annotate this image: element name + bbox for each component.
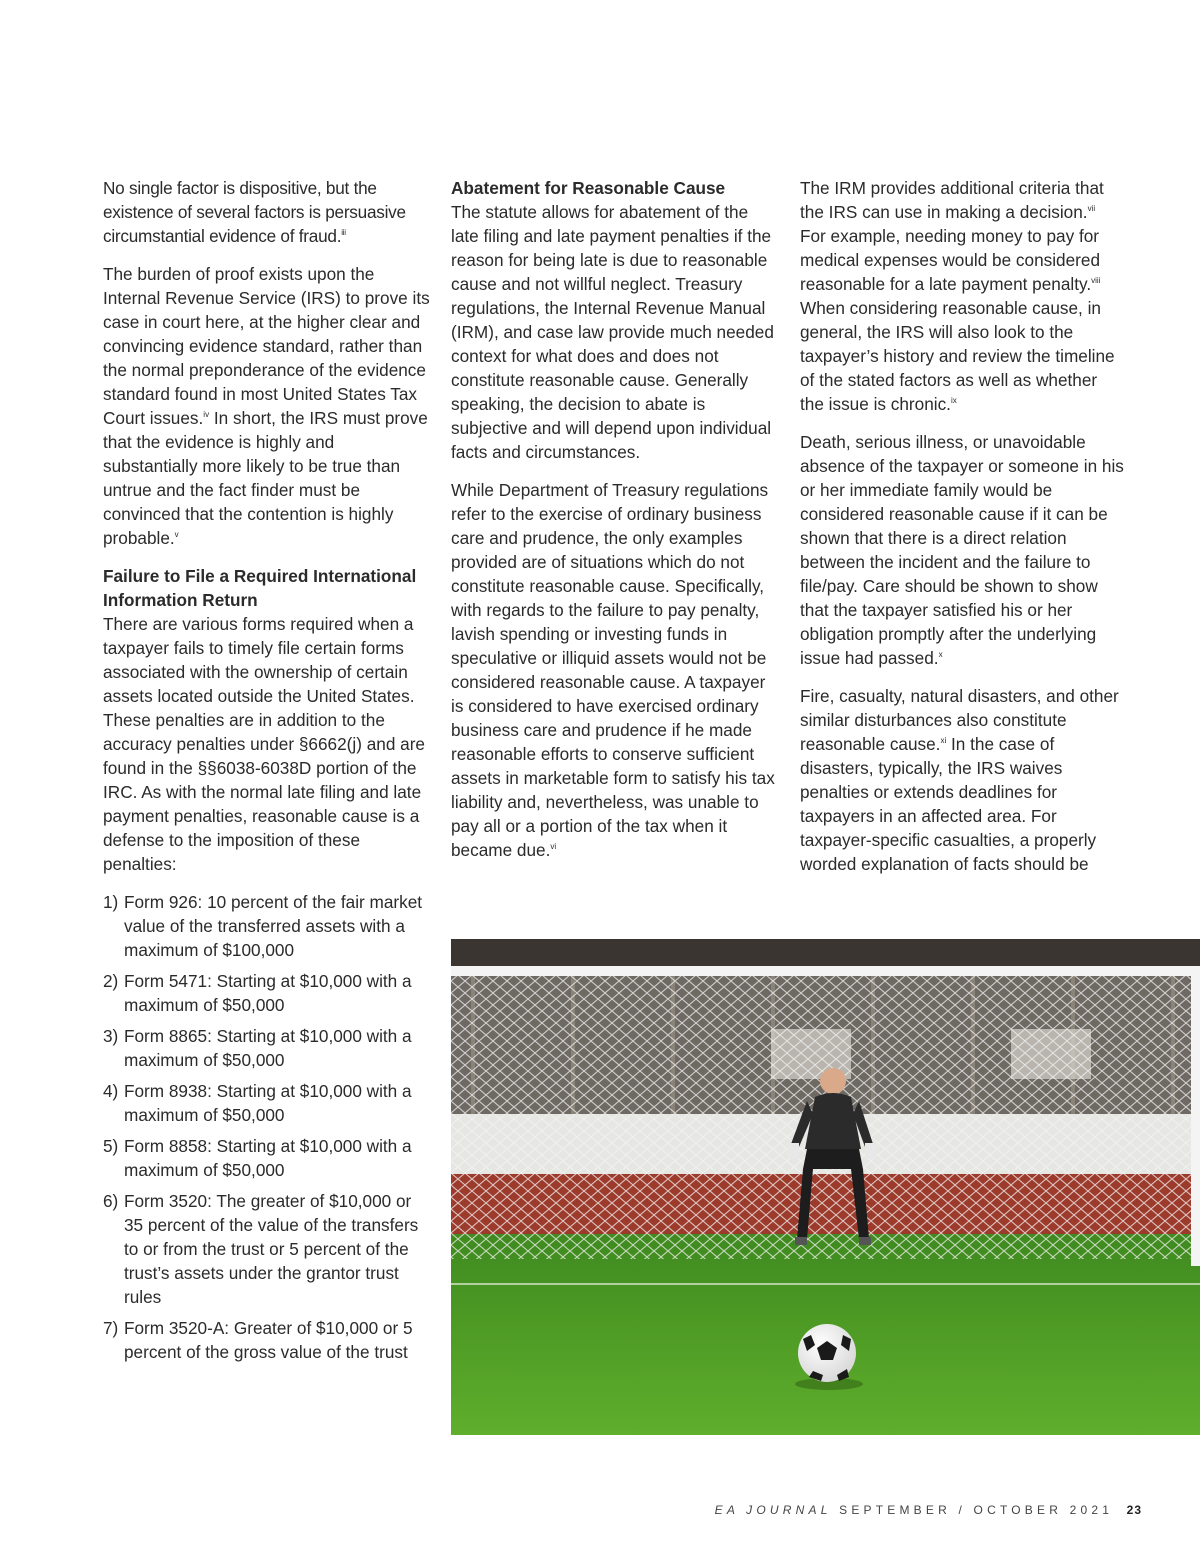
section: Failure to File a Required International Information Return There are various forms required when a taxpayer fails to timely file certain forms associated with the ownership of certain assets located outside the United States. These penalties are in addition to the accuracy penalties under §6662(j) and are found in the §§6038-6038D portion of the IRC. As with the normal late filing and late payment penalties, reasonable cause is a defense to the imposition of these penalties:: [103, 564, 431, 876]
publication-name: EA JOURNAL: [714, 1503, 832, 1517]
goal-post: [1191, 966, 1200, 1266]
paragraph: The burden of proof exists upon the Internal Revenue Service (IRS) to prove its case in court here, at the higher clear and convincing evidence standard, rather than the normal preponderance of the evidence standard found in most United States Tax Court issues.$^{iv}$ In short, the IRS must prove that the evidence is highly and substantially more likely to be true than untrue and the fact finder must be convinced that the contention is highly probable.$^v$: [103, 264, 430, 548]
column-middle: [451, 176, 777, 876]
column-left: [103, 176, 431, 1371]
endnote-ref[interactable]: iii: [341, 228, 346, 237]
endnote-ref[interactable]: iv: [203, 410, 210, 419]
list-item: 3) Form 8865: Starting at $10,000 with a maximum of $50,000: [103, 1026, 412, 1070]
section-heading: Failure to File a Required International Information Return: [103, 566, 417, 610]
list-item: 6) Form 3520: The greater of $10,000 or 35 percent of the value of the transfers to or from the trust or 5 percent of the trust’s assets under the grantor trust rules: [103, 1191, 419, 1307]
endnote-ref[interactable]: ix: [950, 396, 957, 405]
page-footer: [715, 1503, 1142, 1517]
paragraph: While Department of Treasury regulations refer to the exercise of ordinary business care and prudence, the only examples provided are of situations which do not constitute reasonable cause. Specifically, with regards to the failure to pay penalty, lavish spending or investing funds in speculative or illiquid assets would not be considered reasonable cause. A taxpayer is considered to have exercised ordinary business care and prudence if he made reasonable efforts to conserve sufficient assets in marketable form to satisfy his tax liability and, nevertheless, was unable to pay all or a portion of the tax when it became due.$^{vi}$: [451, 480, 775, 860]
list-item: 4) Form 8938: Starting at $10,000 with a maximum of $50,000: [103, 1081, 412, 1125]
endnote-ref[interactable]: xi: [940, 736, 947, 745]
column-right: [800, 176, 1125, 890]
page-number: 23: [1126, 1503, 1142, 1517]
paragraph: Death, serious illness, or unavoidable absence of the taxpayer or someone in his or her immediate family would be considered reasonable cause if it can be shown that there is a direct relation between the incident and the failure to file/pay. Care should be shown to show that the taxpayer satisfied his or her obligation promptly after the underlying issue had passed.$^x$: [800, 432, 1124, 668]
paragraph: Fire, casualty, natural disasters, and other similar disturbances also constitute reasonable cause.$^{xi}$ In the case of disasters, typically, the IRS waives penalties or extends deadlines for taxpayers in an affected area. For taxpayer-specific casualties, a properly worded explanation of facts should be: [800, 686, 1119, 874]
list-item: 1) Form 926: 10 percent of the fair market value of the transferred assets with a maximum of $100,000: [103, 892, 423, 960]
endnote-ref[interactable]: x: [938, 650, 943, 659]
crossbar: [451, 966, 1200, 976]
endnote-ref[interactable]: vii: [1087, 204, 1096, 213]
goalkeeper-photo: [451, 939, 1200, 1435]
roof: [451, 939, 1200, 969]
section-heading: Abatement for Reasonable Cause: [451, 178, 726, 198]
paragraph: No single factor is dispositive, but the existence of several factors is persuasive circumstantial evidence of fraud.$^{iii}$: [103, 178, 406, 246]
list-item: 2) Form 5471: Starting at $10,000 with a maximum of $50,000: [103, 971, 412, 1015]
paragraph: The IRM provides additional criteria that the IRS can use in making a decision.$^{vii}$ For example, needing money to pay for medical expenses would be considered reasonable for a late payment penalty.$^{viii}$ When considering reasonable cause, in general, the IRS will also look to the taxpayer’s history and review the timeline of the stated factors as well as whether the issue is chronic.$^{ix}$: [800, 178, 1115, 414]
penalty-list: [103, 890, 431, 1364]
issue-date: SEPTEMBER / OCTOBER 2021: [839, 1503, 1114, 1517]
endnote-ref[interactable]: vi: [550, 842, 557, 851]
endnote-ref[interactable]: viii: [1091, 276, 1101, 285]
section: Abatement for Reasonable Cause The statute allows for abatement of the late filing and late payment penalties if the reason for being late is due to reasonable cause and not willful neglect. Treasury regulations, the Internal Revenue Manual (IRM), and case law provide much needed context for what does and does not constitute reasonable cause. Generally speaking, the decision to abate is subjective and will depend upon individual facts and circumstances.: [451, 176, 777, 464]
list-item: 7) Form 3520-A: Greater of $10,000 or 5 percent of the gross value of the trust: [103, 1318, 413, 1362]
list-item: 5) Form 8858: Starting at $10,000 with a maximum of $50,000: [103, 1136, 412, 1180]
endnote-ref[interactable]: v: [174, 530, 179, 539]
